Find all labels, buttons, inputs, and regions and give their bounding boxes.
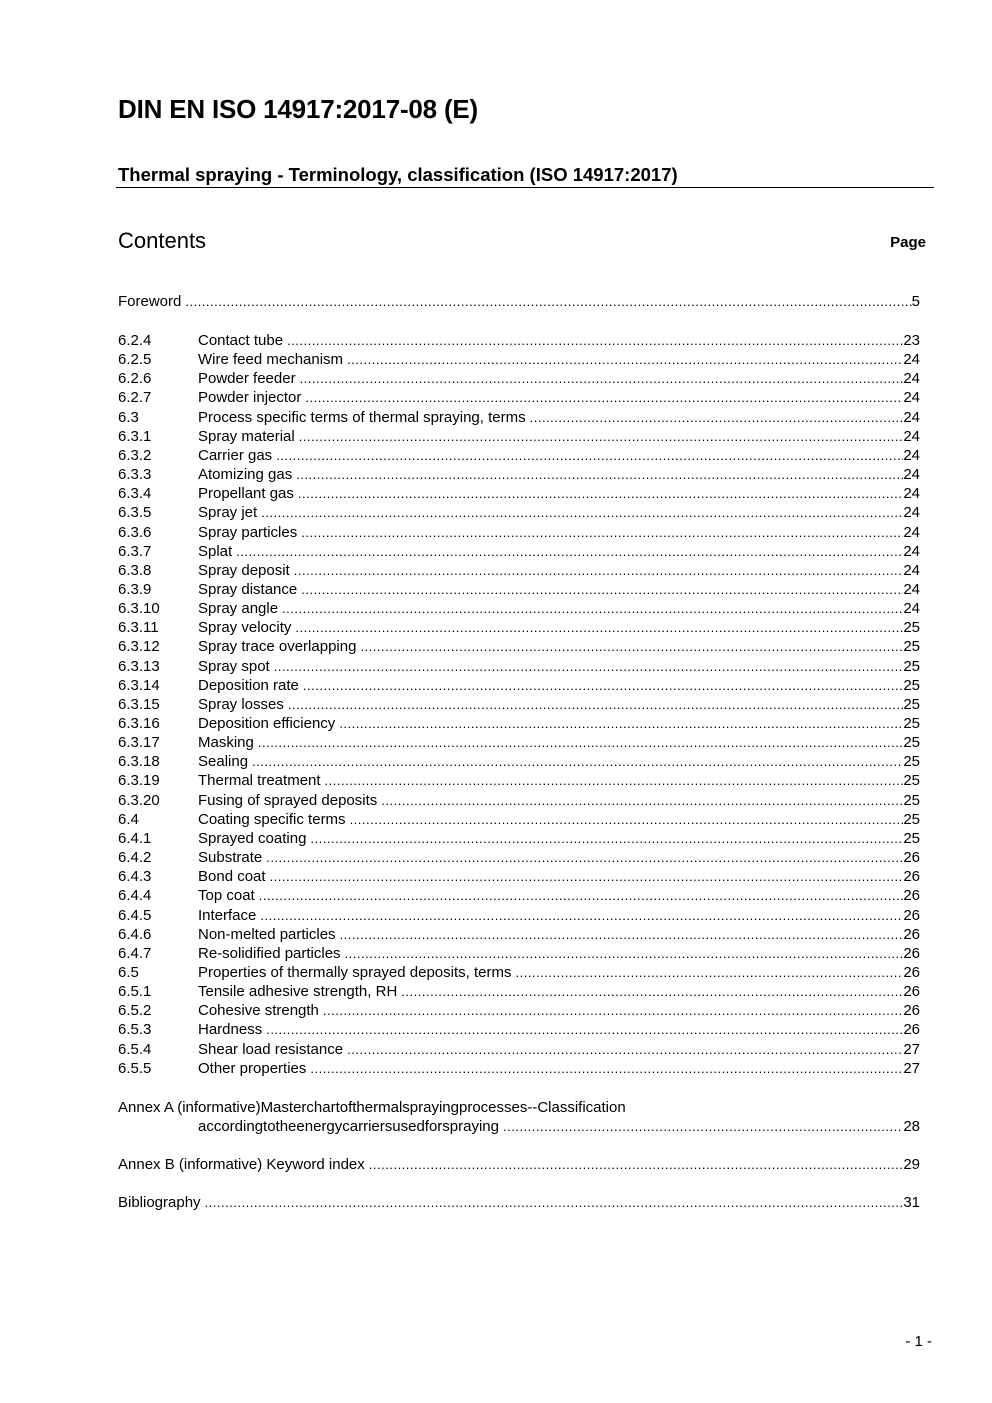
toc-page-number: 23	[903, 332, 920, 349]
toc-entry-title: Interface	[198, 906, 257, 924]
toc-leader-dots	[287, 331, 903, 350]
toc-leader-dots	[301, 580, 903, 599]
toc-entry[interactable]	[118, 637, 920, 656]
toc-entry-title: Other properties	[198, 1059, 307, 1077]
toc-entry-title: Deposition rate	[198, 676, 299, 694]
toc-entry[interactable]	[118, 752, 920, 771]
toc-entry-title: Powder feeder	[198, 370, 296, 388]
toc-leader-dots	[515, 963, 903, 982]
toc-entry-title: Fusing of sprayed deposits	[198, 791, 378, 809]
toc-entry[interactable]	[118, 542, 920, 561]
toc-entry-number: 6.4.7	[118, 944, 152, 962]
toc-entry[interactable]	[118, 1020, 920, 1039]
toc-entry-number: 6.4.5	[118, 906, 152, 924]
toc-leader-dots	[294, 561, 904, 580]
toc-entry[interactable]	[118, 657, 920, 676]
toc-page-number: 26	[903, 1021, 920, 1039]
toc-entry-title: Spray jet	[198, 504, 258, 522]
toc-leader-dots	[347, 1040, 903, 1059]
toc-entry[interactable]	[118, 1040, 920, 1059]
toc-entry-title: Atomizing gas	[198, 466, 293, 484]
toc-page-number: 24	[903, 542, 920, 560]
toc-leader-dots	[276, 446, 903, 465]
toc-entry-title: Foreword	[118, 293, 182, 310]
toc-leader-dots	[266, 1020, 903, 1039]
toc-entry-title: Spray velocity	[198, 619, 292, 637]
toc-entry[interactable]	[118, 350, 920, 369]
toc-entry-number: 6.2.7	[118, 389, 152, 407]
toc-leader-dots	[299, 427, 904, 446]
toc-entry-title: Annex B (informative) Keyword index	[118, 1156, 365, 1173]
toc-entry-title: Spray deposit	[198, 561, 290, 579]
toc-leader-dots	[259, 886, 904, 905]
toc-entry-title: Spray particles	[198, 523, 298, 541]
toc-entry-number: 6.3.18	[118, 753, 160, 771]
toc-page-number: 24	[903, 427, 920, 445]
toc-entry-title: Bibliography	[118, 1194, 201, 1211]
toc-leader-dots	[258, 733, 903, 752]
toc-entry-title: Spray angle	[198, 600, 279, 618]
toc-page-number: 24	[903, 370, 920, 388]
toc-page-number: 24	[903, 466, 920, 484]
toc-entry[interactable]	[118, 714, 920, 733]
toc-annex-a[interactable]	[118, 1117, 920, 1136]
toc-leader-dots	[310, 829, 903, 848]
toc-entry-number: 6.5.3	[118, 1021, 152, 1039]
toc-entry-number: 6.5.4	[118, 1040, 152, 1058]
toc-entry[interactable]	[118, 848, 920, 867]
toc-page-number: 24	[903, 446, 920, 464]
toc-entry-title: Coating specific terms	[198, 810, 346, 828]
toc-leader-dots	[345, 944, 904, 963]
toc-page-number: 25	[903, 772, 920, 790]
toc-entry[interactable]	[118, 331, 920, 350]
toc-page-number: 25	[903, 829, 920, 847]
toc-page-number: 24	[903, 523, 920, 541]
toc-entry-title: Powder injector	[198, 389, 302, 407]
toc-entry-number: 6.4.4	[118, 887, 152, 905]
toc-entry[interactable]	[118, 388, 920, 407]
toc-entry-title: Propellant gas	[198, 485, 294, 503]
toc-entry[interactable]	[118, 1059, 920, 1078]
toc-page-number: 26	[903, 906, 920, 924]
toc-page-number: 27	[903, 1040, 920, 1058]
toc-entry-title: Bond coat	[198, 868, 266, 886]
toc-entry-number: 6.4.1	[118, 829, 152, 847]
toc-page-number: 26	[903, 868, 920, 886]
toc-leader-dots	[300, 369, 904, 388]
toc-page-number: 27	[903, 1059, 920, 1077]
toc-page-number: 26	[903, 925, 920, 943]
toc-entry-number: 6.4.2	[118, 849, 152, 867]
toc-entry-title: Sealing	[198, 753, 249, 771]
toc-page-number: 25	[903, 791, 920, 809]
toc-entry-title: Wire feed mechanism	[198, 351, 344, 369]
toc-entry[interactable]	[118, 484, 920, 503]
toc-leader-dots	[236, 542, 903, 561]
toc-entry[interactable]	[118, 867, 920, 886]
toc-entry-title: Cohesive strength	[198, 1002, 319, 1020]
toc-leader-dots	[261, 503, 903, 522]
toc-page-number: 26	[903, 944, 920, 962]
toc-entry[interactable]	[118, 829, 920, 848]
toc-entry-title: Splat	[198, 542, 233, 560]
toc-entry[interactable]	[118, 1001, 920, 1020]
footer-page-number: - 1 -	[905, 1333, 932, 1350]
toc-leader-dots	[347, 350, 903, 369]
toc-entry-number: 6.3.20	[118, 791, 160, 809]
toc-entry-title: Spray material	[198, 427, 295, 445]
toc-entry-number: 6.3.10	[118, 600, 160, 618]
toc-entry-title: Carrier gas	[198, 446, 273, 464]
toc-entry-title: Sprayed coating	[198, 829, 307, 847]
toc-leader-dots	[295, 618, 903, 637]
toc-page-number: 25	[903, 734, 920, 752]
toc-entry-title: Shear load resistance	[198, 1040, 344, 1058]
toc-entry[interactable]	[118, 465, 920, 484]
toc-entry[interactable]	[118, 503, 920, 522]
title-divider	[116, 187, 934, 188]
toc-page-number: 26	[903, 983, 920, 1001]
toc-page-number: 25	[903, 715, 920, 732]
toc-entry[interactable]	[118, 944, 920, 963]
toc-entry-number: 6.5	[118, 963, 139, 981]
toc-entry-number: 6.3.3	[118, 466, 152, 484]
toc-entry-number: 6.2.6	[118, 370, 152, 388]
toc-entry-number: 6.4.6	[118, 925, 152, 943]
toc-entry-title: Deposition efficiency	[198, 715, 336, 732]
toc-annex-b[interactable]	[118, 1155, 920, 1174]
toc-page-number: 26	[903, 1002, 920, 1020]
toc-entry[interactable]	[118, 618, 920, 637]
toc-page-number: 5	[911, 293, 920, 310]
toc-entry-number: 6.3.4	[118, 485, 152, 503]
toc-entry-title: Spray losses	[198, 695, 284, 713]
toc-entry-title: Masking	[198, 734, 254, 752]
toc-page-number: 28	[903, 1118, 920, 1135]
toc-entry-number: 6.3.19	[118, 772, 160, 790]
toc-entry-title: Spray trace overlapping	[198, 638, 357, 656]
toc-entry-number: 6.3.6	[118, 523, 152, 541]
toc-leader-dots	[369, 1155, 904, 1174]
toc-entry[interactable]	[118, 925, 920, 944]
toc-leader-dots	[205, 1193, 904, 1212]
toc-entry[interactable]	[118, 676, 920, 695]
toc-entry[interactable]	[118, 599, 920, 618]
toc-leader-dots	[401, 982, 903, 1001]
toc-leader-dots	[298, 484, 903, 503]
toc-leader-dots	[288, 695, 903, 714]
toc-entry-number: 6.3.1	[118, 427, 152, 445]
toc-leader-dots	[530, 408, 904, 427]
toc-leader-dots	[323, 1001, 903, 1020]
toc-entry-number: 6.3.8	[118, 561, 152, 579]
toc-leader-dots	[381, 791, 903, 810]
toc-entry-number: 6.5.5	[118, 1059, 152, 1077]
toc-entry-title: Spray distance	[198, 580, 298, 598]
toc-entry-number: 6.3.16	[118, 715, 160, 732]
toc-page-number: 25	[903, 619, 920, 637]
toc-page-number: 24	[903, 485, 920, 503]
toc-page-number: 29	[903, 1156, 920, 1173]
toc-entry-number: 6.3.5	[118, 504, 152, 522]
toc-entry-number: 6.3.14	[118, 676, 160, 694]
toc-leader-dots	[303, 676, 903, 695]
toc-entry-title: Substrate	[198, 849, 263, 867]
toc-entry-number: 6.5.2	[118, 1002, 152, 1020]
toc-page-number: 25	[903, 753, 920, 771]
toc-leader-dots	[503, 1117, 903, 1136]
toc-page-number: 26	[903, 963, 920, 981]
toc-leader-dots	[350, 810, 904, 829]
toc-entry[interactable]	[118, 408, 920, 427]
document-subtitle: Thermal spraying - Terminology, classification (ISO 14917:2017)	[118, 164, 678, 185]
toc-entry-number: 6.3.17	[118, 734, 160, 752]
toc-entry-number: 6.2.5	[118, 351, 152, 369]
toc-entry-number: 6.3.9	[118, 580, 152, 598]
toc-entry[interactable]	[118, 561, 920, 580]
toc-entry[interactable]	[118, 810, 920, 829]
contents-heading: Contents	[118, 228, 207, 253]
toc-entry-title: Non-melted particles	[198, 925, 336, 943]
toc-annex-a-line1[interactable]: Annex A (informative)Masterchartofthermalsprayingprocesses--Classification	[118, 1099, 626, 1116]
toc-entry[interactable]	[118, 771, 920, 790]
toc-leader-dots	[296, 465, 903, 484]
toc-page-number: 24	[903, 600, 920, 618]
toc-page-number: 25	[903, 638, 920, 656]
toc-entry-title: Spray spot	[198, 657, 270, 675]
toc-page-number: 24	[903, 389, 920, 407]
page-column-label: Page	[890, 234, 926, 251]
toc-entry-number: 6.4.3	[118, 868, 152, 886]
toc-entry-number: 6.3.13	[118, 657, 160, 675]
toc-entry-number: 6.3.15	[118, 695, 160, 713]
toc-entry-number: 6.3	[118, 408, 139, 426]
toc-entry-number: 6.4	[118, 810, 139, 828]
toc-entry[interactable]	[118, 791, 920, 810]
toc-entry[interactable]	[118, 886, 920, 905]
toc-page-number: 26	[903, 887, 920, 905]
toc-leader-dots	[282, 599, 903, 618]
toc-entry-title: Thermal treatment	[198, 772, 321, 790]
toc-leader-dots	[339, 714, 903, 733]
toc-entry-number: 6.5.1	[118, 983, 152, 1001]
toc-entry[interactable]	[118, 982, 920, 1001]
toc-entry[interactable]	[118, 446, 920, 465]
toc-page-number: 24	[903, 504, 920, 522]
toc-page-number: 25	[903, 657, 920, 675]
toc-page-number: 25	[903, 810, 920, 828]
toc-entry[interactable]	[118, 523, 920, 542]
toc-leader-dots	[270, 867, 904, 886]
toc-page-number: 24	[903, 580, 920, 598]
toc-entry-number: 6.3.12	[118, 638, 160, 656]
toc-entry-number: 6.2.4	[118, 332, 152, 349]
toc-entry-title: Process specific terms of thermal spraying, terms	[198, 408, 526, 426]
toc-entry-title: Contact tube	[198, 332, 284, 349]
toc-entry-number: 6.3.2	[118, 446, 152, 464]
toc-entry[interactable]	[118, 906, 920, 925]
toc-leader-dots	[325, 771, 904, 790]
toc-entry-title: Top coat	[198, 887, 255, 905]
toc-entry[interactable]	[118, 427, 920, 446]
toc-entry[interactable]	[118, 369, 920, 388]
toc-entry[interactable]	[118, 580, 920, 599]
toc-leader-dots	[260, 906, 903, 925]
toc-leader-dots	[301, 523, 903, 542]
toc-leader-dots	[360, 637, 903, 656]
toc-page-number: 25	[903, 695, 920, 713]
toc-entry-number: 6.3.7	[118, 542, 152, 560]
toc-leader-dots	[340, 925, 904, 944]
toc-leader-dots	[252, 752, 903, 771]
toc-entry-number: 6.3.11	[118, 619, 159, 637]
toc-entry-title: accordingtotheenergycarriersusedforspraying	[198, 1118, 499, 1135]
toc-foreword[interactable]	[118, 292, 920, 311]
toc-bibliography[interactable]	[118, 1193, 920, 1212]
toc-entry-title: Hardness	[198, 1021, 263, 1039]
toc-page-number: 25	[903, 676, 920, 694]
toc-page-number: 26	[903, 849, 920, 867]
toc-page-number: 31	[903, 1194, 920, 1211]
toc-entry[interactable]	[118, 733, 920, 752]
toc-leader-dots	[310, 1059, 903, 1078]
toc-leader-dots	[274, 657, 904, 676]
toc-page-number: 24	[903, 408, 920, 426]
toc-page-number: 24	[903, 561, 920, 579]
toc-entry-title: Properties of thermally sprayed deposits, terms	[198, 963, 512, 981]
toc-entry-title: Tensile adhesive strength, RH	[198, 983, 398, 1001]
toc-entry-title: Re-solidified particles	[198, 944, 341, 962]
toc-leader-dots	[266, 848, 903, 867]
document-title: DIN EN ISO 14917:2017-08 (E)	[118, 94, 479, 124]
toc-entry[interactable]	[118, 963, 920, 982]
toc-page-number: 24	[903, 351, 920, 369]
toc-leader-dots	[185, 292, 911, 311]
toc-entry[interactable]	[118, 695, 920, 714]
toc-leader-dots	[305, 388, 903, 407]
